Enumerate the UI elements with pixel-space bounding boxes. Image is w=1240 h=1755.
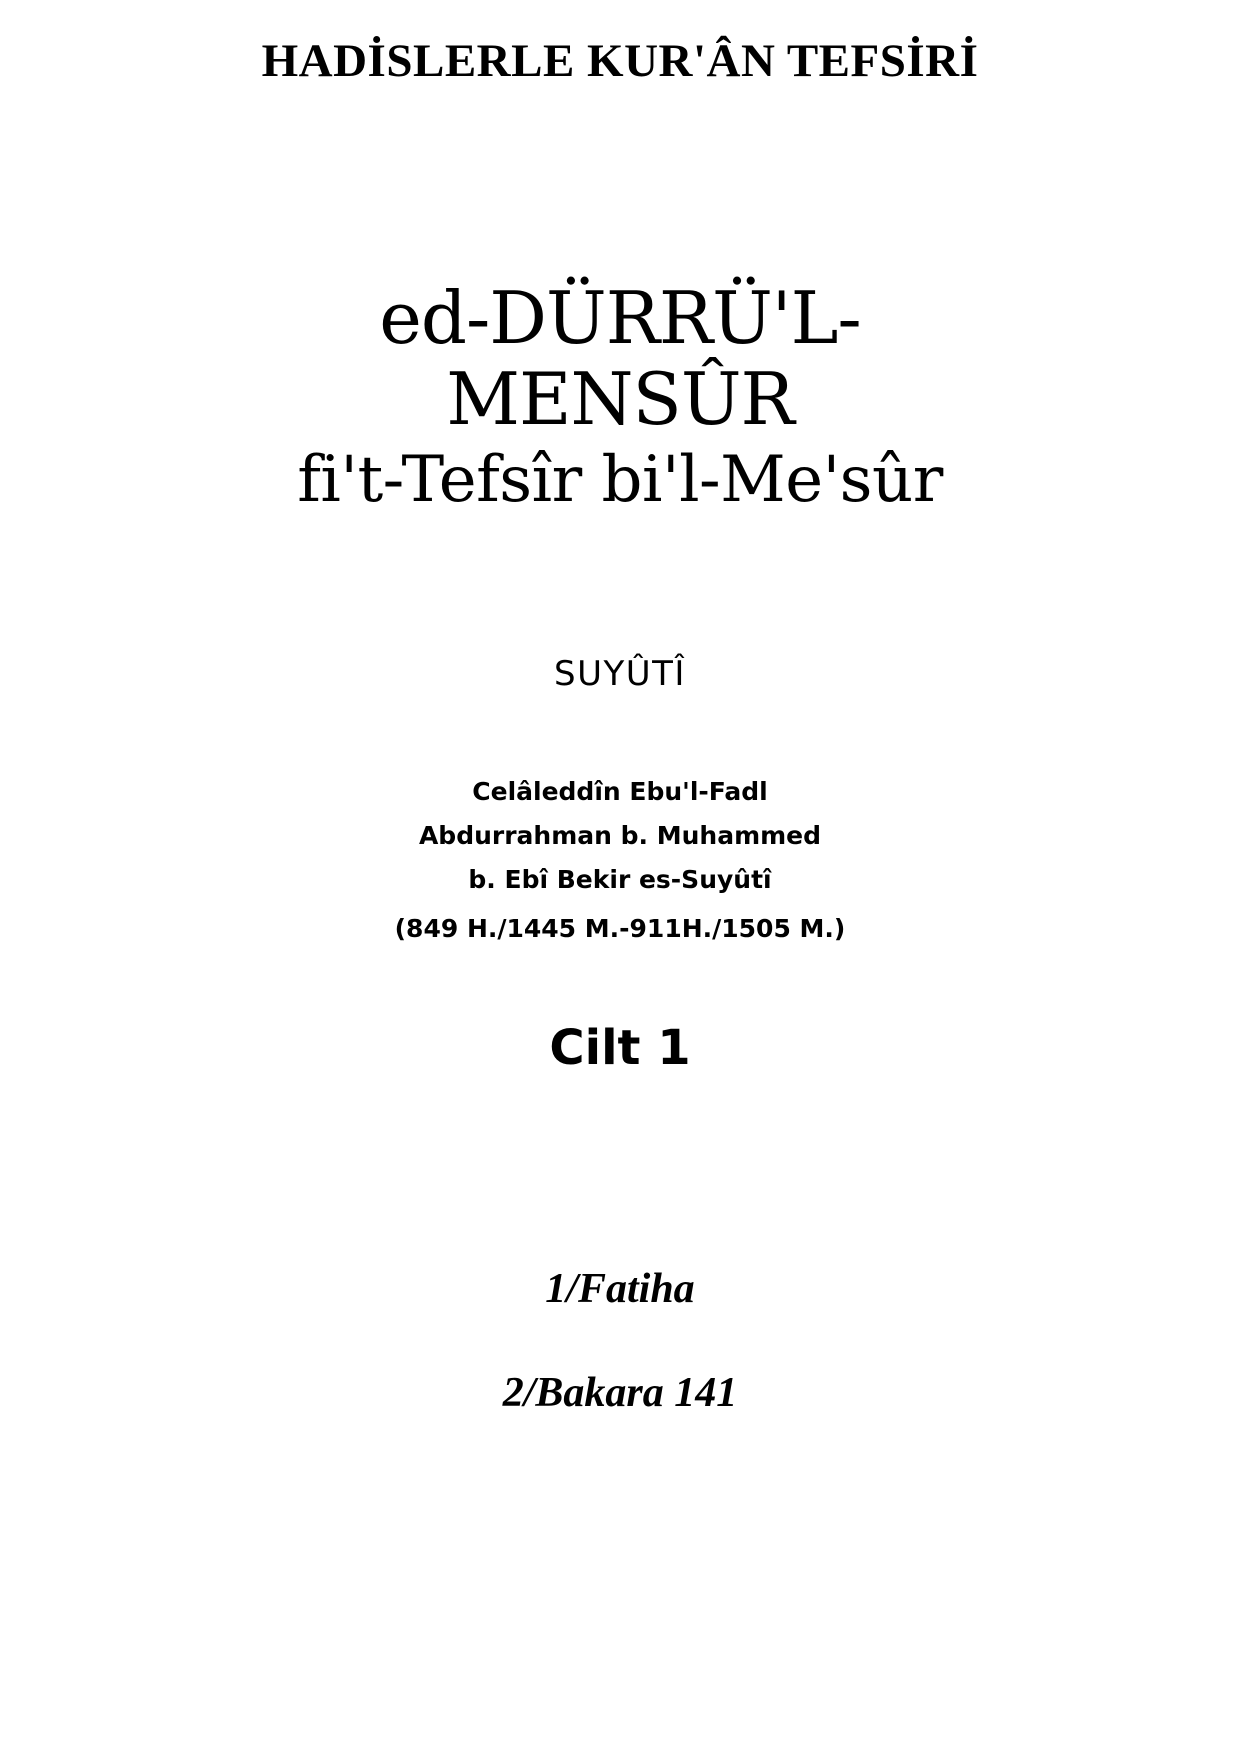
contents-item: 1/Fatiha <box>545 1266 695 1312</box>
contents-item: 2/Bakara 141 <box>502 1370 738 1416</box>
author-line-1: Celâleddîn Ebu'l-Fadl <box>472 777 768 806</box>
author-dates: (849 H./1445 M.-911H./1505 M.) <box>394 914 846 944</box>
main-title <box>0 278 1240 522</box>
main-title-line-2: MENSÛR <box>446 356 794 441</box>
volume-label: Cilt 1 <box>549 1020 691 1076</box>
author-short-name: SUYÛTÎ <box>554 654 686 694</box>
author-line-3: b. Ebî Bekir es-Suyûtî <box>468 864 772 894</box>
contents-list <box>0 1265 1240 1417</box>
main-title-line-3: fi't-Tefsîr bi'l-Me'sûr <box>297 443 943 518</box>
author-line-2: Abdurrahman b. Muhammed <box>418 820 822 850</box>
author-full-name <box>0 770 1240 951</box>
main-title-line-1: ed-DÜRRÜ'L- <box>379 276 861 360</box>
series-title: HADİSLERLE KUR'ÂN TEFSİRİ <box>261 35 979 87</box>
